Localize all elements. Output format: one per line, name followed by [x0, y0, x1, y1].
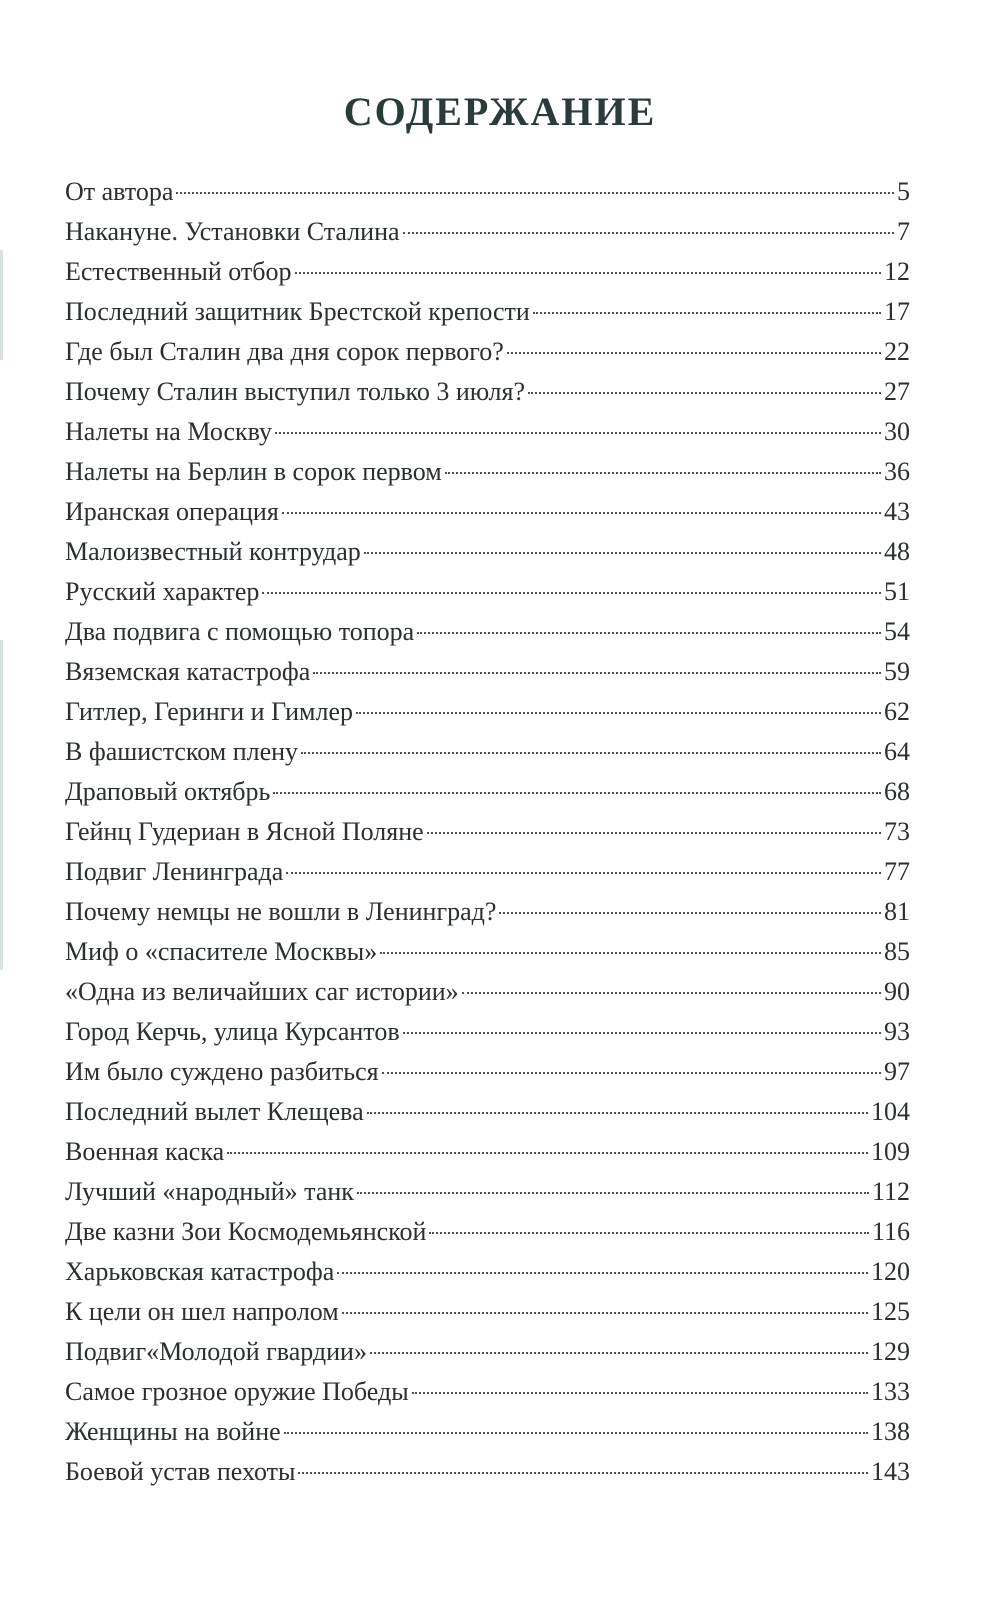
toc-entry-title: Последний вылет Клещева: [65, 1097, 364, 1126]
toc-entry-title: Военная каска: [65, 1137, 225, 1166]
toc-entry-title: Женщины на войне: [65, 1417, 281, 1446]
toc-entry-page-number: 68: [884, 777, 910, 806]
toc-entry-title: Накануне. Установки Сталина: [65, 217, 400, 246]
toc-entry-page-number: 36: [884, 457, 910, 486]
toc-entry-page-number: 104: [871, 1097, 910, 1126]
toc-entry[interactable]: [65, 332, 910, 372]
toc-entry-title: Две казни Зои Космодемьянской: [65, 1217, 427, 1246]
toc-entry-page-number: 77: [884, 857, 910, 886]
toc-entry-page-number: 125: [871, 1297, 910, 1326]
toc-entry-title: К цели он шел напролом: [65, 1297, 339, 1326]
dot-leader: [176, 192, 894, 194]
toc-entry[interactable]: [65, 532, 910, 572]
dot-leader: [357, 1192, 869, 1194]
toc-entry-page-number: 30: [884, 417, 910, 446]
dot-leader: [417, 632, 881, 634]
toc-entry[interactable]: [65, 1412, 910, 1452]
dot-leader: [367, 1112, 868, 1114]
toc-entry-page-number: 12: [884, 257, 910, 286]
dot-leader: [370, 1352, 868, 1354]
toc-entry-title: Налеты на Берлин в сорок первом: [65, 457, 442, 486]
toc-entry-page-number: 43: [884, 497, 910, 526]
toc-entry-page-number: 48: [884, 537, 910, 566]
page-title: СОДЕРЖАНИЕ: [343, 89, 657, 134]
toc-entry-page-number: 93: [884, 1017, 910, 1046]
toc-entry-page-number: 143: [871, 1457, 910, 1486]
toc-entry[interactable]: [65, 1092, 910, 1132]
toc-entry-page-number: 120: [871, 1257, 910, 1286]
toc-entry[interactable]: [65, 172, 910, 212]
toc-entry-title: Налеты на Москву: [65, 417, 273, 446]
toc-entry[interactable]: [65, 252, 910, 292]
toc-entry[interactable]: [65, 652, 910, 692]
toc-entry-title: Русский характер: [65, 577, 260, 606]
dot-leader: [499, 912, 881, 914]
toc-entry[interactable]: [65, 812, 910, 852]
page-edge-mark-upper: [0, 250, 3, 360]
toc-entry-title: Миф о «спасителе Москвы»: [65, 937, 378, 966]
dot-leader: [403, 232, 894, 234]
toc-entry-page-number: 64: [884, 737, 910, 766]
toc-entry[interactable]: [65, 1132, 910, 1172]
toc-entry-title: Драповый октябрь: [65, 777, 271, 806]
toc-entry[interactable]: [65, 1372, 910, 1412]
dot-leader: [227, 1152, 868, 1154]
toc-entry[interactable]: [65, 1212, 910, 1252]
toc-entry-title: Малоизвестный контрудар: [65, 537, 361, 566]
toc-entry[interactable]: [65, 852, 910, 892]
toc-entry[interactable]: [65, 612, 910, 652]
toc-entry-title: Подвиг Ленинграда: [65, 857, 284, 886]
toc-entry[interactable]: [65, 972, 910, 1012]
toc-entry-title: Подвиг«Молодой гвардии»: [65, 1337, 367, 1366]
dot-leader: [282, 512, 881, 514]
toc-entry[interactable]: [65, 772, 910, 812]
toc-entry-title: Иранская операция: [65, 497, 279, 526]
dot-leader: [364, 552, 881, 554]
toc-entry-title: Гитлер, Геринги и Гимлер: [65, 697, 354, 726]
toc-entry[interactable]: [65, 1052, 910, 1092]
toc-entry-page-number: 54: [884, 617, 910, 646]
dot-leader: [427, 832, 881, 834]
dot-leader: [301, 752, 881, 754]
toc-entry-title: От автора: [65, 177, 174, 206]
dot-leader: [528, 392, 881, 394]
toc-entry-page-number: 133: [871, 1377, 910, 1406]
toc-entry-page-number: 138: [871, 1417, 910, 1446]
dot-leader: [284, 1432, 868, 1434]
dot-leader: [507, 352, 881, 354]
toc-entry-title: Гейнц Гудериан в Ясной Поляне: [65, 817, 424, 846]
toc-entry[interactable]: [65, 1292, 910, 1332]
dot-leader: [313, 672, 881, 674]
dot-leader: [462, 992, 881, 994]
toc-entry-title: Боевой устав пехоты: [65, 1457, 296, 1486]
dot-leader: [412, 1392, 868, 1394]
dot-leader: [286, 872, 881, 874]
dot-leader: [382, 1072, 881, 1074]
dot-leader: [380, 952, 881, 954]
dot-leader: [273, 792, 881, 794]
toc-entry-page-number: 129: [871, 1337, 910, 1366]
dot-leader: [275, 432, 881, 434]
toc-entry[interactable]: [65, 292, 910, 332]
toc-entry-page-number: 81: [884, 897, 910, 926]
toc-entry-title: Вяземская катастрофа: [65, 657, 311, 686]
toc-entry-page-number: 116: [871, 1217, 910, 1246]
toc-entry-page-number: 7: [897, 217, 910, 246]
toc-entry[interactable]: [65, 892, 910, 932]
toc-entry-title: Почему немцы не вошли в Ленинград?: [65, 897, 497, 926]
toc-entry[interactable]: [65, 212, 910, 252]
dot-leader: [356, 712, 881, 714]
toc-entry-title: Харьковская катастрофа: [65, 1257, 335, 1286]
toc-entry-title: Им было суждено разбиться: [65, 1057, 379, 1086]
toc-entry-title: Где был Сталин два дня сорок первого?: [65, 337, 504, 366]
dot-leader: [298, 1472, 868, 1474]
dot-leader: [337, 1272, 868, 1274]
toc-entry[interactable]: [65, 1332, 910, 1372]
toc-entry-title: Почему Сталин выступил только 3 июля?: [65, 377, 526, 406]
dot-leader: [262, 592, 881, 594]
toc-entry-title: В фашистском плену: [65, 737, 299, 766]
toc-entry-title: Лучший «народный» танк: [65, 1177, 354, 1206]
toc-entry[interactable]: [65, 452, 910, 492]
toc-entry-page-number: 17: [884, 297, 910, 326]
toc-entry-page-number: 59: [884, 657, 910, 686]
dot-leader: [445, 472, 881, 474]
toc-entry-page-number: 112: [871, 1177, 910, 1206]
toc-entry-title: Два подвига с помощью топора: [65, 617, 415, 646]
toc-entry[interactable]: [65, 932, 910, 972]
dot-leader: [429, 1232, 869, 1234]
toc-entry-page-number: 51: [884, 577, 910, 606]
page-edge-mark-lower: [0, 640, 3, 970]
toc-entry[interactable]: [65, 372, 910, 412]
toc-entry[interactable]: [65, 1012, 910, 1052]
toc-entry-title: Естественный отбор: [65, 257, 292, 286]
dot-leader: [403, 1032, 881, 1034]
toc-entry[interactable]: [65, 572, 910, 612]
toc-entry-page-number: 22: [884, 337, 910, 366]
toc-entry[interactable]: [65, 1252, 910, 1292]
table-of-contents: [65, 172, 910, 1492]
dot-leader: [533, 312, 881, 314]
toc-entry[interactable]: [65, 1172, 910, 1212]
toc-entry-page-number: 73: [884, 817, 910, 846]
toc-entry-title: Город Керчь, улица Курсантов: [65, 1017, 400, 1046]
toc-entry[interactable]: [65, 732, 910, 772]
toc-entry[interactable]: [65, 492, 910, 532]
toc-entry[interactable]: [65, 1452, 910, 1492]
toc-entry-title: Самое грозное оружие Победы: [65, 1377, 409, 1406]
dot-leader: [295, 272, 882, 274]
toc-entry[interactable]: [65, 692, 910, 732]
toc-entry-page-number: 85: [884, 937, 910, 966]
toc-entry-page-number: 109: [871, 1137, 910, 1166]
toc-entry-page-number: 97: [884, 1057, 910, 1086]
toc-entry-page-number: 90: [884, 977, 910, 1006]
toc-entry-title: Последний защитник Брестской крепости: [65, 297, 530, 326]
toc-entry-title: «Одна из величайших саг истории»: [65, 977, 459, 1006]
toc-entry-page-number: 62: [884, 697, 910, 726]
dot-leader: [342, 1312, 868, 1314]
toc-entry-page-number: 5: [897, 177, 910, 206]
toc-entry[interactable]: [65, 412, 910, 452]
toc-entry-page-number: 27: [884, 377, 910, 406]
